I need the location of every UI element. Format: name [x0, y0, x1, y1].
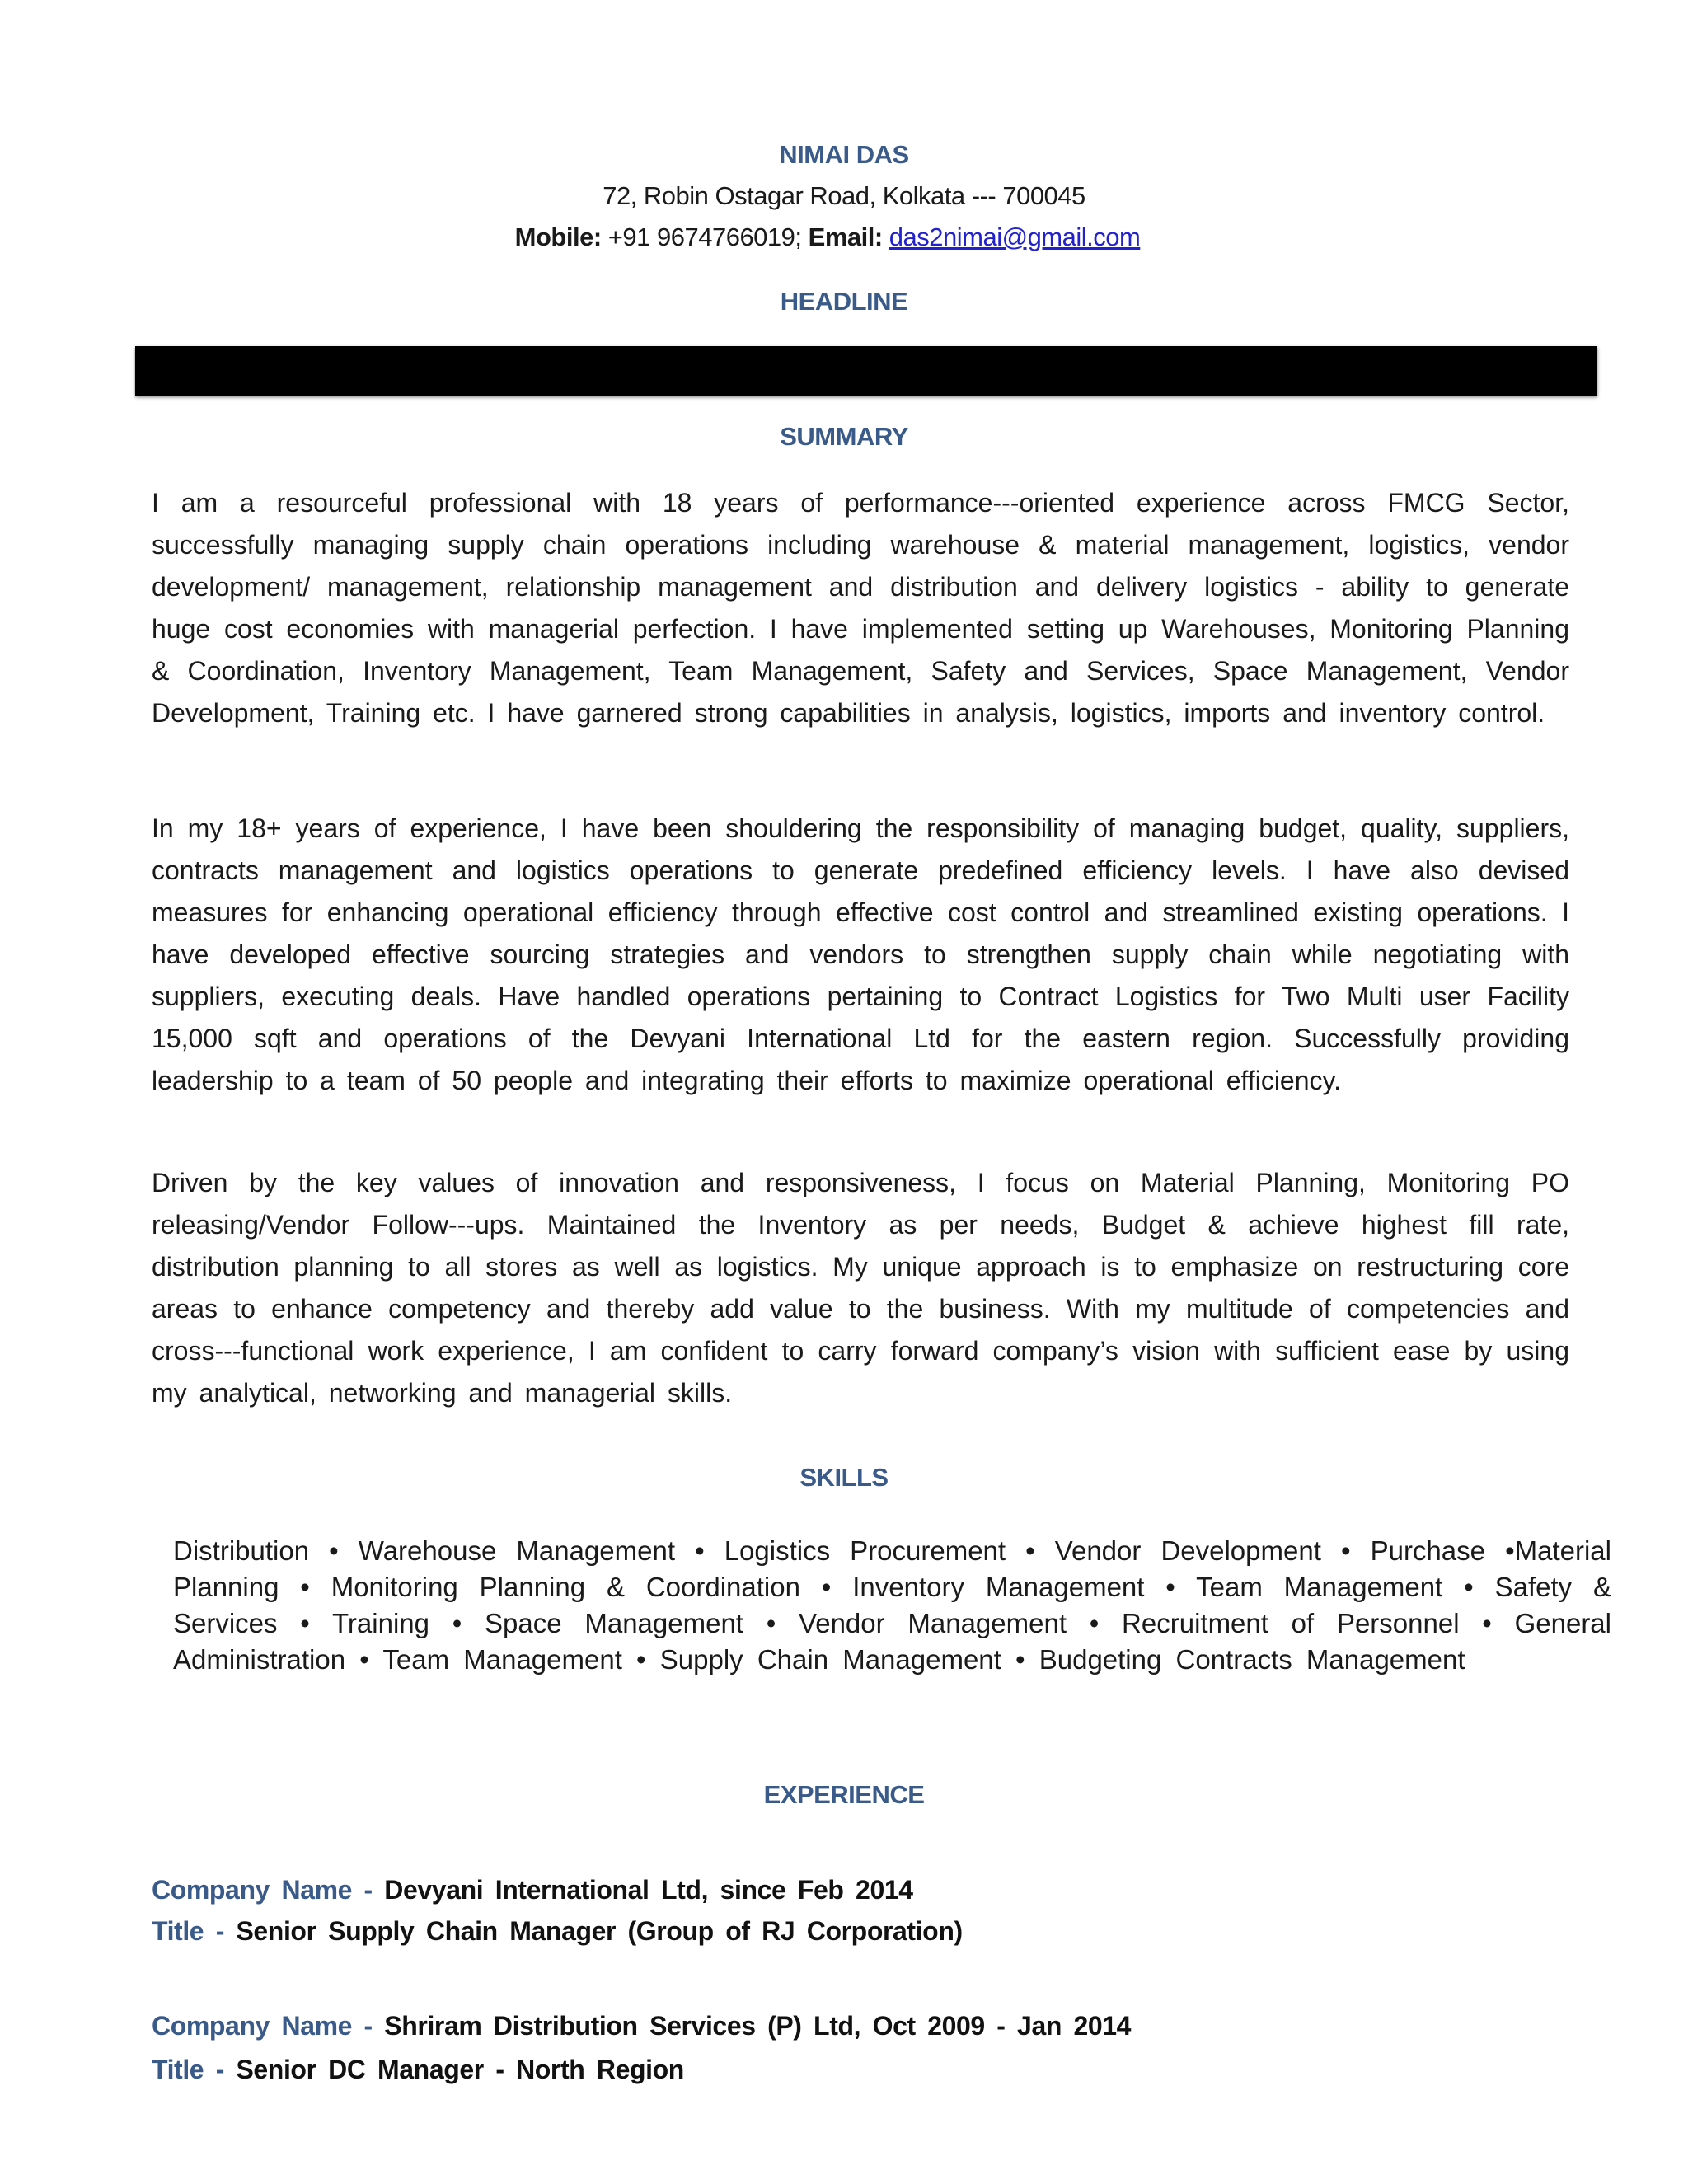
title-label: Title -	[152, 1916, 224, 1946]
company-label: Company Name -	[152, 2011, 373, 2041]
title-value: Senior Supply Chain Manager (Group of RJ Corporation)	[236, 1916, 963, 1946]
experience-title-2	[152, 2055, 684, 2085]
mobile-label: Mobile:	[514, 223, 602, 251]
email-label: Email:	[808, 223, 883, 251]
company-value: Devyani International Ltd, since Feb 2014	[384, 1875, 913, 1905]
company-value: Shriram Distribution Services (P) Ltd, Oct 2009 - Jan 2014	[384, 2011, 1132, 2041]
company-label: Company Name -	[152, 1875, 373, 1905]
experience-title-1	[152, 1916, 963, 1947]
summary-title: SUMMARY	[780, 422, 908, 451]
summary-paragraph-2: In my 18+ years of experience, I have been shouldering the responsibility of managing budget, quality, suppliers, contracts management and logistics operations to generate predefined efficiency levels. I have also devised measures for enhancing operational efficiency through effective cost control and streamlined existing operations. I have developed effective sourcing strategies and vendors to strengthen supply chain while negotiating with suppliers, executing deals. Have handled operations pertaining to Contract Logistics for Two Multi user Facility 15,000 sqft and operations of the Devyani International Ltd for the eastern region. Successfully providing leadership to a team of 50 people and integrating their efforts to maximize operational efficiency.	[152, 813, 1569, 1095]
skills-title: SKILLS	[799, 1463, 889, 1492]
experience-title: EXPERIENCE	[763, 1780, 925, 1809]
headline-redacted-bar	[135, 346, 1597, 396]
mobile-value: +91 9674766019;	[607, 223, 802, 251]
summary-paragraph-1: I am a resourceful professional with 18 years of performance---oriented experience across FMCG Sector, successfully managing supply chain operations including warehouse & material management, logistics, vendor development/ management, relationship management and distribution and delivery logistics - ability to generate huge cost economies with managerial perfection. I have implemented setting up Warehouses, Monitoring Planning & Coordination, Inventory Management, Team Management, Safety and Services, Space Management, Vendor Development, Training etc. I have garnered strong capabilities in analysis, logistics, imports and inventory control.	[152, 488, 1569, 728]
skills-list: Distribution • Warehouse Management • Logistics Procurement • Vendor Development • Purchase •Material Planning • Monitoring Planning & Coordination • Inventory Management • Team Management • Safety & Services • Training • Space Management • Vendor Management • Recruitment of Personnel • General Administration • Team Management • Supply Chain Management • Budgeting Contracts Management	[173, 1535, 1611, 1675]
contact-line	[0, 223, 1688, 252]
summary-paragraph-3: Driven by the key values of innovation and responsiveness, I focus on Material Planning, Monitoring PO releasing/Vendor Follow---ups. Maintained the Inventory as per needs, Budget & achieve highest fill rate, distribution planning to all stores as well as logistics. My unique approach is to emphasize on restructuring core areas to enhance competency and thereby add value to the business. With my multitude of competencies and cross---functional work experience, I am confident to carry forward company’s vision with sufficient ease by using my analytical, networking and managerial skills.	[152, 1168, 1569, 1408]
experience-company-1	[152, 1875, 913, 1905]
candidate-name: NIMAI DAS	[779, 140, 909, 169]
headline-title: HEADLINE	[780, 287, 908, 316]
experience-company-2	[152, 2011, 1131, 2041]
address: 72, Robin Ostagar Road, Kolkata --- 700045	[603, 181, 1085, 210]
title-label: Title -	[152, 2055, 224, 2084]
title-value: Senior DC Manager - North Region	[236, 2055, 684, 2084]
email-link[interactable]: das2nimai@gmail.com	[889, 223, 1141, 251]
